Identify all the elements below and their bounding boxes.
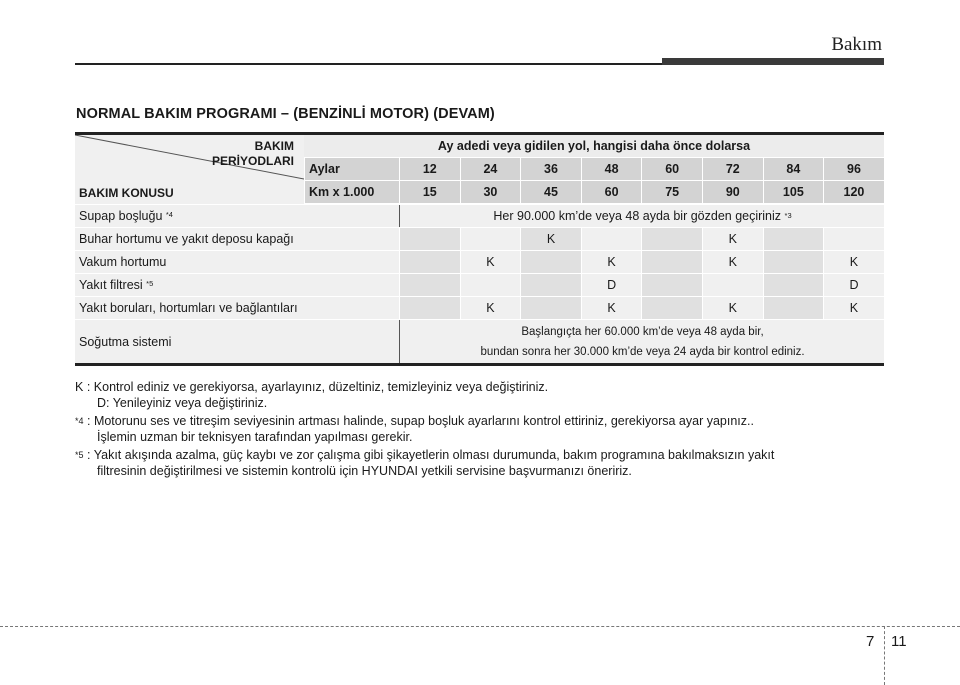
months-value: 60 — [641, 158, 702, 180]
km-value: 60 — [581, 181, 642, 203]
footnotes — [75, 379, 774, 481]
header-bar — [662, 58, 884, 65]
schedule-cell: K — [460, 297, 521, 320]
km-value: 45 — [520, 181, 581, 203]
schedule-cell — [702, 274, 763, 297]
months-value: 84 — [763, 158, 824, 180]
schedule-cell — [399, 251, 460, 274]
footnote — [75, 379, 774, 411]
months-value: 24 — [460, 158, 521, 180]
schedule-cell — [460, 228, 521, 251]
page-section-number: 7 — [866, 633, 875, 650]
row-item-text: Yakıt filtresi — [79, 278, 143, 292]
schedule-cell — [581, 228, 642, 251]
cooling-instructions — [399, 320, 885, 364]
schedule-cell: K — [702, 251, 763, 274]
row-cells — [399, 297, 884, 320]
table-row-cooling — [75, 319, 884, 363]
schedule-cell: D — [823, 274, 884, 297]
footnote-text-cont: D: Yenileyiniz veya değiştiriniz. — [97, 396, 268, 410]
table-bottom-rule — [75, 363, 884, 366]
schedule-cell: K — [702, 297, 763, 320]
km-value: 105 — [763, 181, 824, 203]
row-item-label: Vakum hortumu — [79, 255, 167, 269]
schedule-cell — [641, 297, 702, 320]
schedule-cell: D — [581, 274, 642, 297]
schedule-cell — [520, 297, 581, 320]
schedule-cell — [641, 274, 702, 297]
row-item-label: Yakıt boruları, hortumları ve bağlantıları — [79, 301, 298, 315]
schedule-cell: K — [460, 251, 521, 274]
footnote-text-cont: İşlemin uzman bir teknisyen tarafından yapılması gerekir. — [97, 430, 413, 444]
schedule-cell: K — [520, 228, 581, 251]
km-value: 30 — [460, 181, 521, 203]
row-item-footnote: *4 — [165, 210, 173, 219]
months-label: Aylar — [304, 158, 399, 180]
schedule-cell — [823, 228, 884, 251]
table-row — [75, 273, 884, 297]
row-item-text: Supap boşluğu — [79, 209, 163, 223]
corner-period-line1: BAKIM — [254, 139, 294, 153]
schedule-cell: K — [581, 251, 642, 274]
footnote-text: : Kontrol ediniz ve gerekiyorsa, ayarlayınız, düzeltiniz, temizleyiniz veya değiştiriniz. — [86, 380, 549, 394]
schedule-cell — [763, 251, 824, 274]
table-row — [75, 250, 884, 274]
corner-item-label: BAKIM KONUSU — [79, 186, 174, 200]
corner-period-line2: PERİYODLARI — [211, 154, 294, 168]
footnote-key: K — [75, 380, 84, 394]
km-value: 75 — [641, 181, 702, 203]
row-cells — [399, 274, 884, 297]
table-corner-cell — [75, 135, 304, 204]
km-value: 120 — [823, 181, 884, 203]
footnote-text-cont: filtresinin değiştirilmesi ve sistemin kontrolü için HYUNDAI yetkili servisine başvurmanızı öneririz. — [97, 464, 632, 478]
schedule-cell: K — [581, 297, 642, 320]
row-span-text — [399, 205, 885, 228]
km-value: 90 — [702, 181, 763, 203]
schedule-cell — [399, 297, 460, 320]
schedule-cell: K — [823, 251, 884, 274]
section-title: NORMAL BAKIM PROGRAMI – (BENZİNLİ MOTOR) (DEVAM) — [76, 106, 495, 122]
km-header-row — [304, 181, 884, 203]
row-cells — [399, 228, 884, 251]
maintenance-table — [75, 132, 884, 366]
schedule-cell — [641, 228, 702, 251]
schedule-cell: K — [823, 297, 884, 320]
schedule-cell — [520, 251, 581, 274]
row-item-label: Buhar hortumu ve yakıt deposu kapağı — [79, 232, 294, 246]
cooling-line2: bundan sonra her 30.000 km’de veya 24 ayda bir kontrol ediniz. — [480, 346, 805, 358]
footer-dashed-rule — [0, 626, 960, 627]
interval-header: Ay adedi veya gidilen yol, hangisi daha önce dolarsa — [304, 135, 884, 158]
schedule-cell — [763, 274, 824, 297]
months-header-row — [304, 158, 884, 180]
table-row — [75, 227, 884, 251]
row-cells — [399, 251, 884, 274]
row-item-footnote: *5 — [146, 279, 154, 288]
schedule-cell — [641, 251, 702, 274]
row-span-body: Her 90.000 km’de veya 48 ayda bir gözden geçiriniz — [493, 209, 782, 223]
schedule-cell — [763, 228, 824, 251]
footnote-key: *5 — [75, 450, 84, 460]
schedule-cell — [399, 228, 460, 251]
footnote-key: *4 — [75, 416, 84, 426]
months-value: 48 — [581, 158, 642, 180]
schedule-cell — [460, 274, 521, 297]
footnote — [75, 413, 774, 445]
page-header-title: Bakım — [831, 34, 882, 55]
footer-vertical-rule — [884, 626, 885, 685]
header-rule — [75, 63, 662, 65]
cooling-line1: Başlangıçta her 60.000 km’de veya 48 ayda bir, — [521, 326, 764, 338]
footnote — [75, 447, 774, 479]
months-value: 12 — [399, 158, 460, 180]
footnote-text: : Motorunu ses ve titreşim seviyesinin artması halinde, supap boşluk ayarlarını kontrol ettiriniz, gerekiyorsa ayar yapınız.. — [87, 414, 754, 428]
months-value: 36 — [520, 158, 581, 180]
row-item-label: Soğutma sistemi — [79, 335, 172, 349]
table-row — [75, 296, 884, 320]
km-value: 15 — [399, 181, 460, 203]
page-number: 11 — [891, 633, 907, 650]
schedule-cell: K — [702, 228, 763, 251]
row-span-footnote: *3 — [784, 211, 792, 220]
schedule-cell — [763, 297, 824, 320]
row-item-label — [79, 274, 153, 296]
schedule-cell — [520, 274, 581, 297]
schedule-cell — [399, 274, 460, 297]
months-value: 96 — [823, 158, 884, 180]
km-label: Km x 1.000 — [304, 181, 399, 203]
corner-period-label — [212, 139, 294, 169]
months-value: 72 — [702, 158, 763, 180]
row-item-label — [79, 205, 173, 227]
footnote-text: : Yakıt akışında azalma, güç kaybı ve zor çalışma gibi şikayetlerin olması durumunda, bakım programına bakılmaksızın yakıt — [87, 448, 775, 462]
table-row — [75, 204, 884, 228]
